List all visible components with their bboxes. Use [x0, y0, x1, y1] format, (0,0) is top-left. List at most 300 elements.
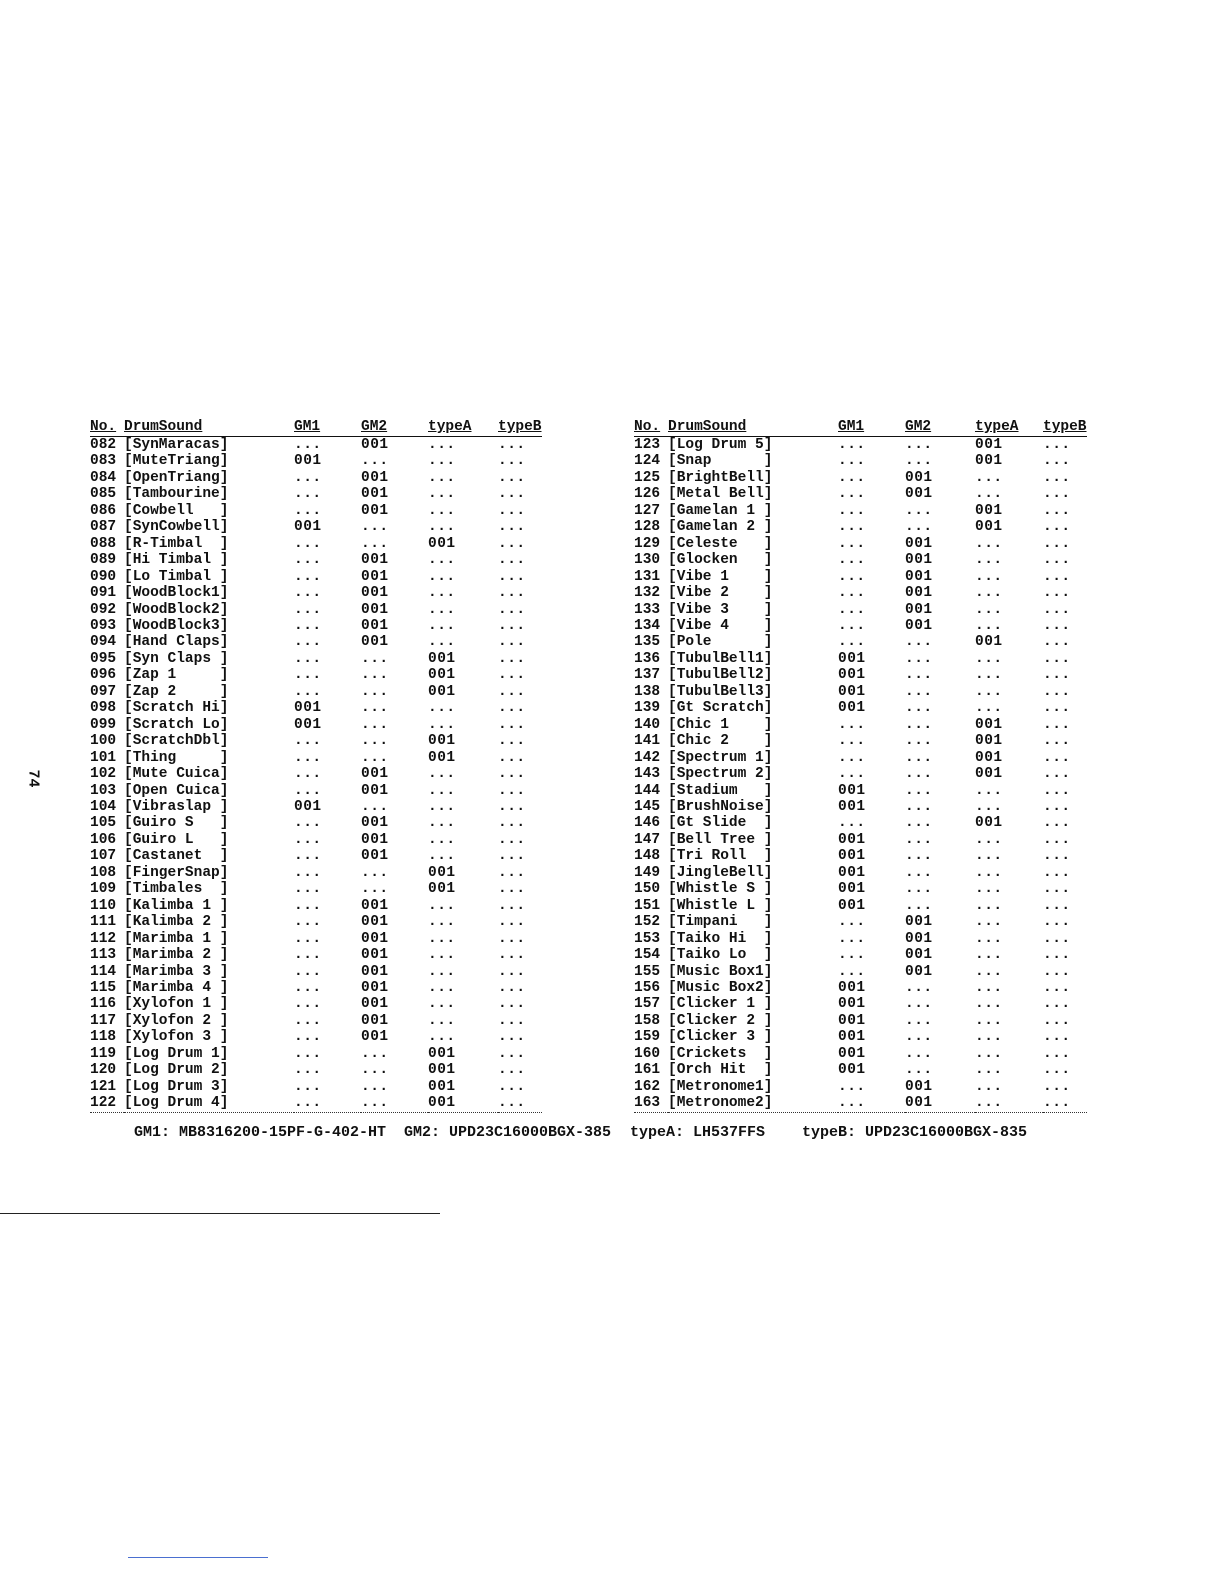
cell-type-a: 001 [975, 453, 1003, 470]
cell-type-b: ... [498, 617, 526, 634]
cell-gm2: ... [905, 1062, 933, 1079]
cell-gm2: ... [361, 881, 389, 898]
cell-drum-sound: [MuteTriang] [124, 453, 229, 470]
cell-no: 153 [634, 930, 661, 947]
cell-drum-sound: [Log Drum 5] [668, 437, 773, 453]
cell-type-b: ... [1043, 996, 1071, 1013]
cell-gm2: ... [905, 502, 933, 519]
table-row [90, 848, 542, 864]
cell-gm2: ... [905, 1012, 933, 1029]
cell-no: 112 [90, 930, 117, 947]
header-no: No. [90, 419, 117, 435]
cell-gm2: 001 [361, 930, 389, 947]
cell-drum-sound: [Marimba 3 ] [124, 963, 229, 980]
cell-gm2: 001 [361, 585, 389, 602]
cell-gm1: ... [294, 634, 322, 651]
cell-drum-sound: [Metronome1] [668, 1078, 773, 1095]
cell-gm2: 001 [361, 848, 389, 865]
cell-type-a: ... [975, 947, 1003, 964]
cell-type-a: ... [975, 1045, 1003, 1062]
cell-type-a: ... [975, 864, 1003, 881]
cell-drum-sound: [Vibe 2 ] [668, 585, 773, 602]
cell-type-a: 001 [428, 881, 456, 898]
cell-drum-sound: [Pole ] [668, 634, 773, 651]
cell-gm1: ... [838, 947, 866, 964]
cell-no: 145 [634, 798, 661, 815]
cell-gm2: 001 [361, 469, 389, 486]
cell-type-b: ... [498, 979, 526, 996]
cell-type-a: ... [975, 1062, 1003, 1079]
cell-gm1: 001 [294, 798, 322, 815]
cell-gm2: ... [905, 848, 933, 865]
cell-no: 097 [90, 683, 117, 700]
cell-gm1: ... [294, 831, 322, 848]
cell-no: 098 [90, 700, 117, 717]
cell-type-a: 001 [428, 733, 456, 750]
cell-drum-sound: [Lo Timbal ] [124, 568, 229, 585]
cell-gm2: 001 [361, 486, 389, 503]
table-row [634, 898, 1087, 914]
cell-gm1: ... [838, 519, 866, 536]
cell-drum-sound: [Scratch Lo] [124, 716, 229, 733]
cell-gm1: ... [294, 1078, 322, 1095]
cell-gm2: ... [905, 897, 933, 914]
cell-gm2: 001 [361, 437, 389, 453]
cell-drum-sound: [Clicker 2 ] [668, 1012, 773, 1029]
cell-gm2: ... [905, 733, 933, 750]
cell-no: 095 [90, 650, 117, 667]
cell-drum-sound: [WoodBlock2] [124, 601, 229, 618]
table-row [634, 569, 1087, 585]
table-row [634, 1095, 1087, 1112]
cell-gm2: ... [361, 700, 389, 717]
cell-type-b: ... [498, 897, 526, 914]
cell-gm1: 001 [294, 716, 322, 733]
cell-no: 090 [90, 568, 117, 585]
cell-type-b: ... [1043, 1095, 1071, 1112]
table-row [90, 1079, 542, 1095]
cell-type-b: ... [1043, 848, 1071, 865]
cell-type-a: 001 [975, 634, 1003, 651]
cell-gm2: 001 [905, 963, 933, 980]
cell-gm2: 001 [361, 979, 389, 996]
cell-gm1: 001 [838, 650, 866, 667]
cell-no: 155 [634, 963, 661, 980]
cell-drum-sound: [Marimba 1 ] [124, 930, 229, 947]
cell-no: 135 [634, 634, 661, 651]
cell-no: 111 [90, 914, 117, 931]
table-header-row [634, 418, 1087, 437]
cell-gm1: ... [838, 453, 866, 470]
cell-gm1: ... [294, 848, 322, 865]
cell-type-b: ... [1043, 979, 1071, 996]
cell-gm1: ... [838, 617, 866, 634]
cell-type-a: ... [975, 683, 1003, 700]
cell-no: 152 [634, 914, 661, 931]
cell-gm2: 001 [905, 1095, 933, 1112]
cell-type-a: ... [428, 568, 456, 585]
cell-no: 114 [90, 963, 117, 980]
cell-no: 132 [634, 585, 661, 602]
cell-type-a: ... [428, 897, 456, 914]
cell-drum-sound: [Mute Cuica] [124, 766, 229, 783]
cell-type-b: ... [1043, 930, 1071, 947]
cell-type-a: 001 [428, 1062, 456, 1079]
cell-type-b: ... [498, 1029, 526, 1046]
cell-drum-sound: [Kalimba 2 ] [124, 914, 229, 931]
cell-no: 093 [90, 617, 117, 634]
cell-gm2: 001 [361, 963, 389, 980]
cell-gm2: ... [905, 881, 933, 898]
cell-no: 103 [90, 782, 117, 799]
cell-no: 159 [634, 1029, 661, 1046]
table-row [90, 799, 542, 815]
table-row [90, 486, 542, 502]
table-row [90, 453, 542, 469]
cell-type-b: ... [1043, 552, 1071, 569]
header-gm2: GM2 [905, 419, 932, 435]
cell-gm2: 001 [905, 585, 933, 602]
cell-no: 158 [634, 1012, 661, 1029]
cell-gm1: ... [838, 502, 866, 519]
cell-gm2: 001 [361, 568, 389, 585]
cell-drum-sound: [Timbales ] [124, 881, 229, 898]
cell-no: 110 [90, 897, 117, 914]
cell-drum-sound: [Guiro L ] [124, 831, 229, 848]
cell-gm1: ... [294, 469, 322, 486]
cell-no: 147 [634, 831, 661, 848]
cell-gm1: 001 [838, 979, 866, 996]
cell-type-a: ... [428, 930, 456, 947]
table-row [90, 832, 542, 848]
cell-type-b: ... [1043, 683, 1071, 700]
cell-drum-sound: [Glocken ] [668, 552, 773, 569]
cell-type-a: 001 [428, 1078, 456, 1095]
cell-type-a: 001 [428, 667, 456, 684]
cell-no: 126 [634, 486, 661, 503]
table-body-left [90, 437, 542, 1113]
table-row [634, 783, 1087, 799]
cell-drum-sound: [TubulBell3] [668, 683, 773, 700]
cell-drum-sound: [Xylofon 2 ] [124, 1012, 229, 1029]
cell-type-b: ... [498, 469, 526, 486]
cell-gm1: ... [838, 716, 866, 733]
cell-type-a: ... [975, 897, 1003, 914]
footer-legend [134, 1124, 1027, 1141]
table-row [634, 832, 1087, 848]
cell-gm2: 001 [361, 552, 389, 569]
cell-gm2: ... [361, 749, 389, 766]
cell-gm2: ... [361, 453, 389, 470]
cell-drum-sound: [Gt Slide ] [668, 815, 773, 832]
table-row [634, 947, 1087, 963]
table-row [634, 717, 1087, 733]
cell-drum-sound: [Log Drum 2] [124, 1062, 229, 1079]
cell-type-a: ... [428, 617, 456, 634]
cell-no: 129 [634, 535, 661, 552]
table-row [634, 980, 1087, 996]
table-row [90, 815, 542, 831]
cell-drum-sound: [Gamelan 1 ] [668, 502, 773, 519]
table-row [634, 486, 1087, 502]
cell-type-a: ... [975, 1078, 1003, 1095]
cell-gm2: ... [905, 815, 933, 832]
cell-drum-sound: [Timpani ] [668, 914, 773, 931]
cell-gm2: 001 [905, 601, 933, 618]
cell-type-a: 001 [428, 864, 456, 881]
cell-type-a: ... [975, 535, 1003, 552]
cell-drum-sound: [Log Drum 1] [124, 1045, 229, 1062]
cell-gm2: 001 [361, 601, 389, 618]
cell-no: 137 [634, 667, 661, 684]
table-row [634, 931, 1087, 947]
cell-type-b: ... [498, 535, 526, 552]
cell-gm2: ... [905, 453, 933, 470]
cell-gm1: 001 [838, 1062, 866, 1079]
cell-gm1: ... [838, 930, 866, 947]
table-body-right [634, 437, 1087, 1113]
cell-gm1: 001 [838, 848, 866, 865]
cell-type-a: ... [975, 617, 1003, 634]
cell-no: 130 [634, 552, 661, 569]
cell-type-a: ... [428, 519, 456, 536]
cell-type-a: ... [975, 486, 1003, 503]
cell-gm1: 001 [838, 683, 866, 700]
cell-drum-sound: [BrushNoise] [668, 798, 773, 815]
cell-drum-sound: [FingerSnap] [124, 864, 229, 881]
cell-drum-sound: [Marimba 2 ] [124, 947, 229, 964]
cell-type-b: ... [1043, 815, 1071, 832]
cell-drum-sound: [Guiro S ] [124, 815, 229, 832]
table-row [634, 881, 1087, 897]
cell-gm2: ... [361, 798, 389, 815]
cell-type-b: ... [1043, 519, 1071, 536]
cell-type-a: ... [428, 979, 456, 996]
cell-type-a: ... [428, 453, 456, 470]
cell-type-b: ... [498, 601, 526, 618]
cell-type-b: ... [1043, 568, 1071, 585]
table-row [90, 569, 542, 585]
cell-type-b: ... [1043, 963, 1071, 980]
table-row [90, 898, 542, 914]
cell-no: 094 [90, 634, 117, 651]
cell-drum-sound: [Metronome2] [668, 1095, 773, 1112]
cell-type-b: ... [1043, 486, 1071, 503]
table-row [634, 848, 1087, 864]
table-row [90, 1095, 542, 1112]
header-drum-sound: DrumSound [124, 419, 203, 435]
cell-gm1: 001 [838, 1045, 866, 1062]
header-gm1: GM1 [294, 419, 321, 435]
cell-gm1: ... [838, 568, 866, 585]
cell-gm2: ... [361, 733, 389, 750]
table-row [634, 799, 1087, 815]
cell-type-b: ... [1043, 798, 1071, 815]
header-type-b: typeB [498, 419, 542, 435]
cell-drum-sound: [Taiko Hi ] [668, 930, 773, 947]
cell-drum-sound: [SynCowbell] [124, 519, 229, 536]
cell-type-b: ... [498, 437, 526, 453]
cell-drum-sound: [Metal Bell] [668, 486, 773, 503]
cell-gm1: ... [838, 601, 866, 618]
table-row [634, 964, 1087, 980]
cell-gm1: 001 [294, 519, 322, 536]
table-row [90, 717, 542, 733]
cell-gm1: 001 [838, 831, 866, 848]
cell-type-b: ... [1043, 864, 1071, 881]
cell-gm1: ... [294, 437, 322, 453]
cell-type-b: ... [1043, 601, 1071, 618]
cell-no: 150 [634, 881, 661, 898]
cell-gm2: ... [905, 864, 933, 881]
cell-type-a: 001 [975, 437, 1003, 453]
cell-drum-sound: [Kalimba 1 ] [124, 897, 229, 914]
cell-type-a: 001 [428, 749, 456, 766]
table-row [90, 733, 542, 749]
table-row [634, 914, 1087, 930]
cell-no: 119 [90, 1045, 117, 1062]
table-row [90, 552, 542, 568]
cell-gm1: ... [838, 486, 866, 503]
cell-type-a: ... [428, 798, 456, 815]
cell-no: 107 [90, 848, 117, 865]
table-row [90, 750, 542, 766]
cell-type-a: ... [428, 831, 456, 848]
cell-type-a: ... [975, 881, 1003, 898]
cell-type-b: ... [498, 519, 526, 536]
cell-type-a: ... [428, 716, 456, 733]
cell-type-b: ... [1043, 749, 1071, 766]
cell-type-b: ... [1043, 634, 1071, 651]
cell-drum-sound: [Music Box1] [668, 963, 773, 980]
cell-no: 136 [634, 650, 661, 667]
cell-no: 146 [634, 815, 661, 832]
table-row [634, 552, 1087, 568]
cell-drum-sound: [Vibe 3 ] [668, 601, 773, 618]
cell-gm1: ... [294, 667, 322, 684]
cell-gm2: ... [905, 766, 933, 783]
cell-type-b: ... [498, 568, 526, 585]
cell-gm1: ... [294, 947, 322, 964]
cell-type-b: ... [1043, 782, 1071, 799]
cell-drum-sound: [Taiko Lo ] [668, 947, 773, 964]
cell-drum-sound: [Cowbell ] [124, 502, 229, 519]
cell-no: 143 [634, 766, 661, 783]
table-row [90, 1046, 542, 1062]
table-row [90, 536, 542, 552]
header-no: No. [634, 419, 661, 435]
table-row [634, 634, 1087, 650]
page-number: 74 [24, 769, 42, 788]
cell-no: 120 [90, 1062, 117, 1079]
cell-type-b: ... [498, 1045, 526, 1062]
cell-gm2: 001 [361, 897, 389, 914]
cell-type-b: ... [498, 1078, 526, 1095]
table-row [90, 684, 542, 700]
cell-no: 123 [634, 437, 661, 453]
cell-type-b: ... [498, 782, 526, 799]
cell-gm2: ... [905, 437, 933, 453]
cell-drum-sound: [Vibe 4 ] [668, 617, 773, 634]
table-row [90, 519, 542, 535]
cell-no: 116 [90, 996, 117, 1013]
cell-no: 139 [634, 700, 661, 717]
cell-gm1: ... [294, 979, 322, 996]
cell-gm2: ... [361, 1095, 389, 1112]
cell-type-b: ... [1043, 881, 1071, 898]
cell-type-a: ... [428, 502, 456, 519]
cell-no: 082 [90, 437, 117, 453]
cell-gm1: ... [294, 815, 322, 832]
cell-drum-sound: [Zap 2 ] [124, 683, 229, 700]
cell-type-b: ... [1043, 897, 1071, 914]
cell-no: 117 [90, 1012, 117, 1029]
cell-type-a: ... [975, 1012, 1003, 1029]
cell-drum-sound: [Spectrum 2] [668, 766, 773, 783]
cell-gm1: ... [294, 683, 322, 700]
cell-type-a: 001 [428, 1045, 456, 1062]
cell-gm1: ... [838, 963, 866, 980]
cell-gm2: 001 [905, 486, 933, 503]
cell-gm2: ... [905, 519, 933, 536]
cell-no: 142 [634, 749, 661, 766]
cell-type-a: ... [428, 469, 456, 486]
table-row [90, 618, 542, 634]
cell-drum-sound: [TubulBell1] [668, 650, 773, 667]
table-row [634, 519, 1087, 535]
cell-gm2: ... [905, 1029, 933, 1046]
header-gm2: GM2 [361, 419, 388, 435]
cell-drum-sound: [Castanet ] [124, 848, 229, 865]
cell-gm2: ... [905, 667, 933, 684]
cell-gm1: ... [294, 601, 322, 618]
cell-type-b: ... [498, 733, 526, 750]
cell-no: 157 [634, 996, 661, 1013]
cell-type-b: ... [1043, 831, 1071, 848]
cell-type-b: ... [1043, 1078, 1071, 1095]
cell-type-a: ... [428, 601, 456, 618]
table-row [634, 1062, 1087, 1078]
cell-type-a: ... [975, 848, 1003, 865]
cell-gm1: ... [294, 996, 322, 1013]
cell-type-b: ... [1043, 650, 1071, 667]
cell-gm1: ... [294, 897, 322, 914]
cell-no: 131 [634, 568, 661, 585]
cell-type-a: 001 [428, 1095, 456, 1112]
cell-no: 162 [634, 1078, 661, 1095]
cell-gm1: 001 [294, 453, 322, 470]
cell-type-a: ... [428, 914, 456, 931]
cell-type-b: ... [1043, 914, 1071, 931]
cell-gm1: ... [838, 766, 866, 783]
cell-drum-sound: [BrightBell] [668, 469, 773, 486]
cell-gm1: ... [294, 1045, 322, 1062]
cell-type-b: ... [1043, 1029, 1071, 1046]
cell-gm1: ... [294, 1062, 322, 1079]
cell-drum-sound: [Music Box2] [668, 979, 773, 996]
cell-gm2: ... [361, 1062, 389, 1079]
cell-type-b: ... [1043, 1062, 1071, 1079]
cell-type-a: ... [975, 552, 1003, 569]
cell-drum-sound: [Gamelan 2 ] [668, 519, 773, 536]
cell-type-b: ... [1043, 947, 1071, 964]
cell-drum-sound: [Orch Hit ] [668, 1062, 773, 1079]
cell-gm2: 001 [361, 502, 389, 519]
cell-type-b: ... [498, 650, 526, 667]
cell-type-b: ... [1043, 453, 1071, 470]
table-row [90, 865, 542, 881]
cell-gm2: 001 [361, 1012, 389, 1029]
